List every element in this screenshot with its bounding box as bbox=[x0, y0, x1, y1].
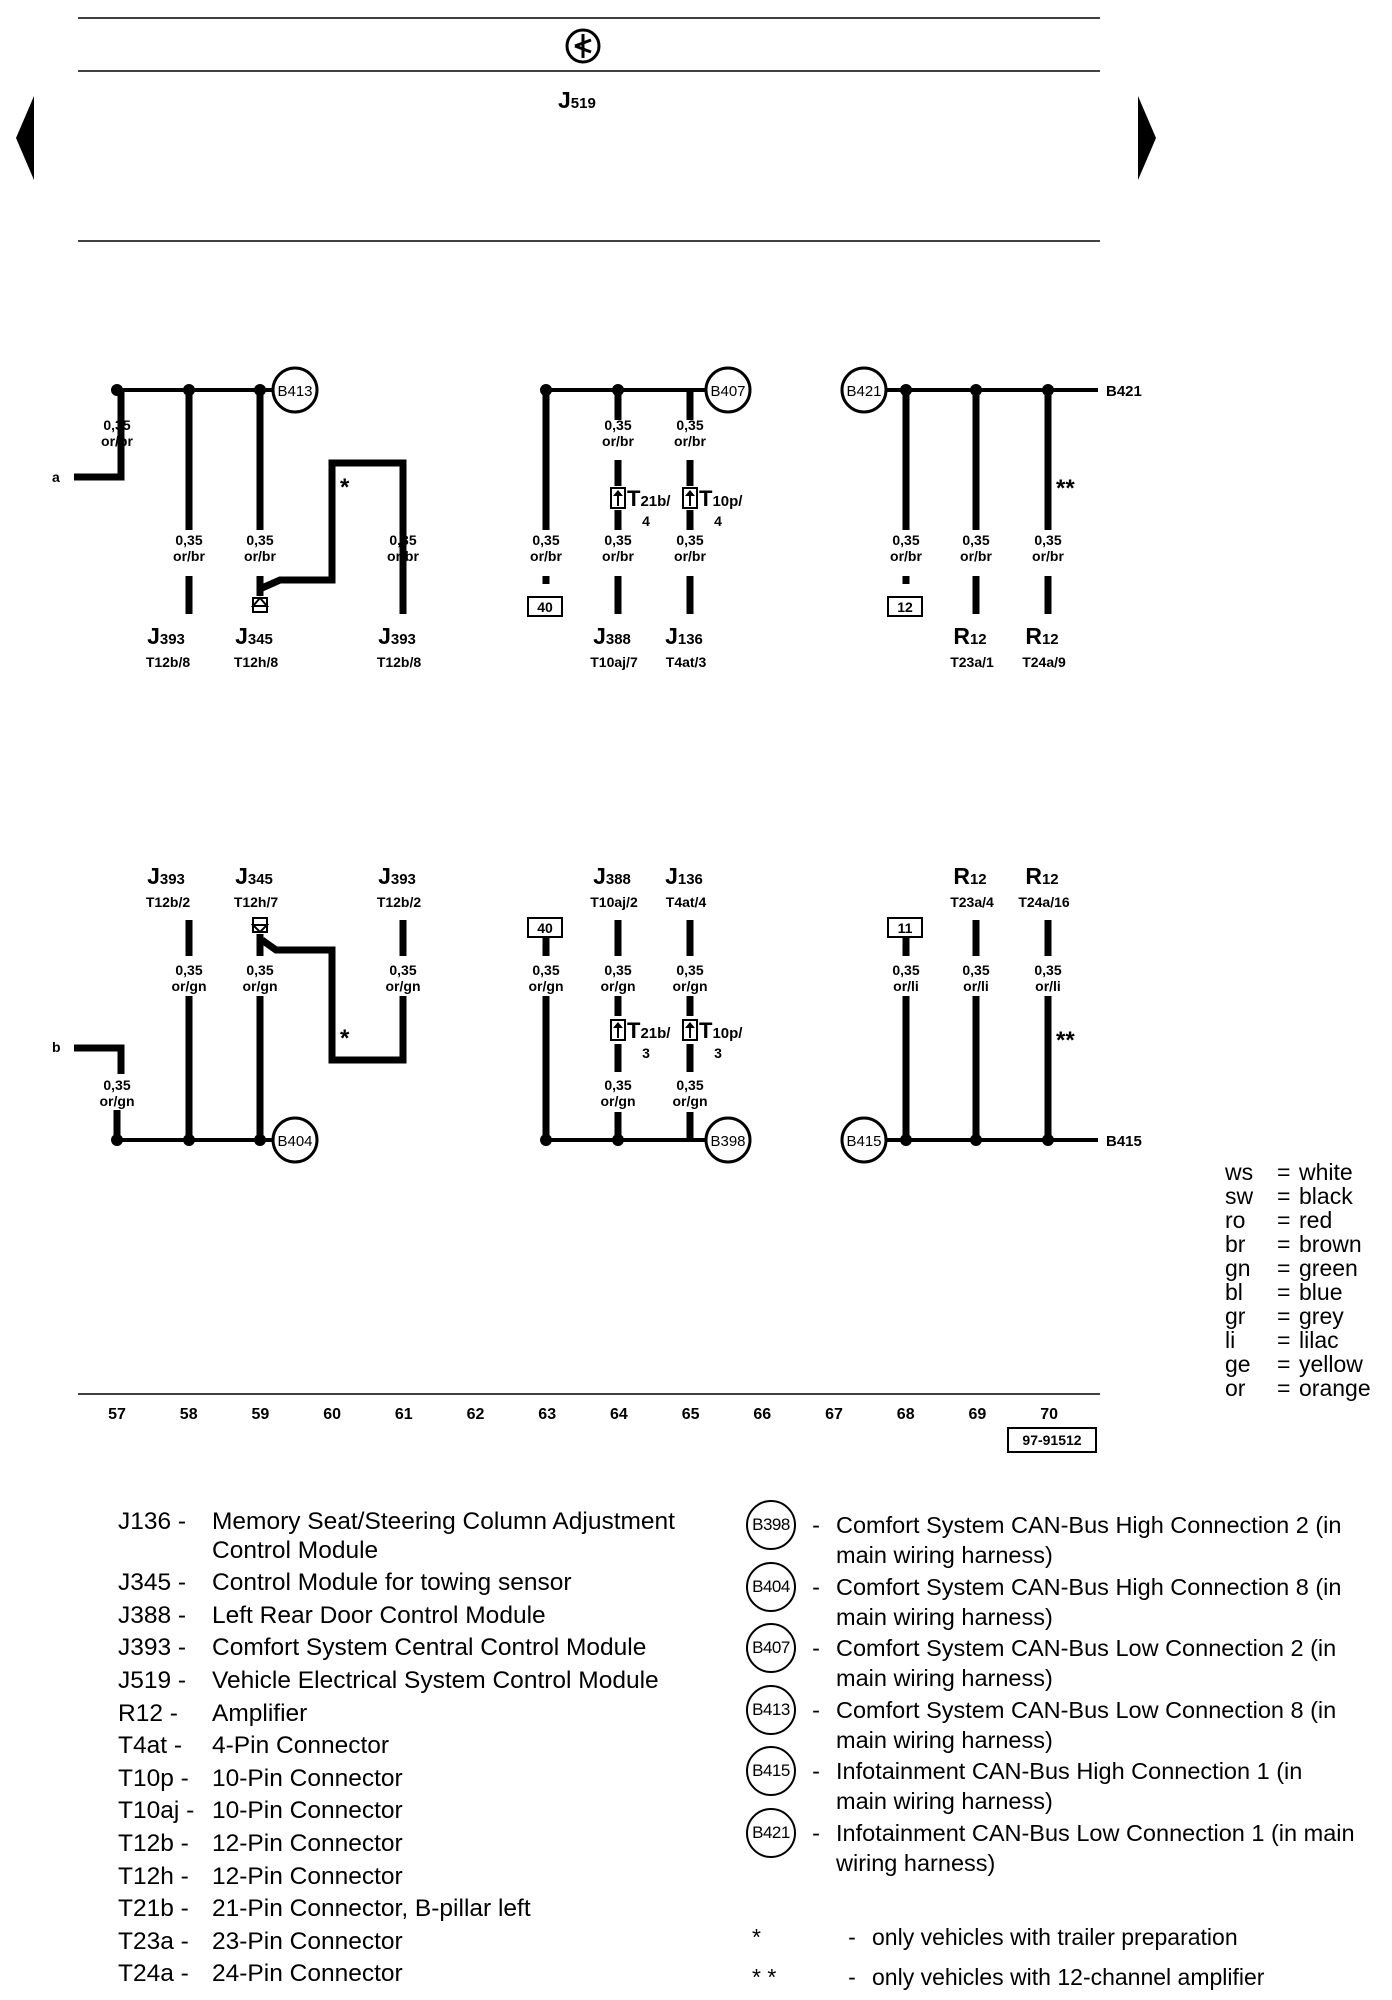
wire-color-label: or/br bbox=[674, 433, 706, 449]
track-number: 66 bbox=[753, 1406, 772, 1423]
wire-color-label: or/br bbox=[101, 433, 133, 449]
connection-dash: - bbox=[812, 1696, 820, 1723]
component-description-cont: Control Module bbox=[212, 1536, 379, 1564]
component-code: T10aj - bbox=[118, 1797, 195, 1825]
wire-size-label: 0,35 bbox=[532, 962, 560, 978]
component-list-item bbox=[118, 1567, 675, 1600]
svg-text:B404: B404 bbox=[277, 1133, 313, 1150]
wire-size-label: 0,35 bbox=[103, 417, 131, 433]
component-code: T12h - bbox=[118, 1862, 189, 1890]
component-label: R12 bbox=[1025, 623, 1059, 649]
component-label: J345 bbox=[235, 623, 273, 649]
component-labels bbox=[146, 623, 1070, 910]
component-pin: T4at/4 bbox=[665, 894, 707, 910]
component-label: J388 bbox=[593, 863, 631, 889]
component-label: R12 bbox=[953, 623, 987, 649]
wire-color-label: or/gn bbox=[672, 1093, 708, 1109]
component-pin: T12b/8 bbox=[145, 654, 191, 670]
connection-list-item bbox=[746, 1623, 1366, 1693]
bus-node-B413 bbox=[273, 368, 317, 412]
color-legend-code: or bbox=[1225, 1375, 1246, 1401]
marker-trailer-bottom: * bbox=[340, 1025, 350, 1052]
color-legend-name: white bbox=[1299, 1159, 1353, 1185]
wire-size-label: 0,35 bbox=[389, 532, 417, 548]
wire-size-label: 0,35 bbox=[676, 532, 704, 548]
box-11-bottom bbox=[888, 918, 922, 937]
box-40-bottom bbox=[528, 918, 562, 937]
bus-node-B407 bbox=[706, 368, 750, 412]
connection-node-icon: B421 bbox=[746, 1808, 796, 1858]
connector-pin: 4 bbox=[642, 513, 650, 529]
wire-size-label: 0,35 bbox=[1034, 962, 1062, 978]
bus-node-B421 bbox=[842, 368, 886, 412]
component-code: T24a - bbox=[118, 1960, 189, 1988]
connection-description: Comfort System CAN-Bus High Connection 2 (in main wiring harness) bbox=[836, 1512, 1342, 1568]
component-code: R12 - bbox=[118, 1699, 178, 1727]
wire-color-label: or/gn bbox=[600, 1093, 636, 1109]
svg-text:B407: B407 bbox=[710, 383, 746, 400]
component-pin: T24a/16 bbox=[1018, 894, 1070, 910]
component-pin: T10aj/7 bbox=[590, 654, 638, 670]
component-description: 10-Pin Connector bbox=[212, 1764, 403, 1792]
bus-end-label-B421: B421 bbox=[1106, 383, 1142, 400]
component-description: 24-Pin Connector bbox=[212, 1960, 403, 1988]
wire-size-label: 0,35 bbox=[962, 532, 990, 548]
component-description: Memory Seat/Steering Column Adjustment bbox=[212, 1508, 675, 1535]
wire-color-label: or/br bbox=[1032, 548, 1064, 564]
connection-node-icon: B404 bbox=[746, 1562, 796, 1612]
component-label: J136 bbox=[665, 863, 703, 889]
wire-size-label: 0,35 bbox=[676, 417, 704, 433]
color-legend-eq: = bbox=[1277, 1279, 1291, 1305]
component-pin: T12h/8 bbox=[233, 654, 279, 670]
side-label-a: a bbox=[52, 469, 60, 485]
box-40-top bbox=[528, 597, 562, 616]
component-description: 4-Pin Connector bbox=[212, 1732, 390, 1760]
component-pin: T10aj/2 bbox=[590, 894, 638, 910]
svg-text:B415: B415 bbox=[846, 1133, 882, 1150]
color-legend-eq: = bbox=[1277, 1159, 1291, 1185]
note-symbol: * bbox=[752, 1924, 761, 1950]
svg-text:12: 12 bbox=[897, 599, 913, 615]
component-list-item bbox=[118, 1763, 675, 1796]
module-label-J519: J519 bbox=[558, 87, 596, 113]
track-number: 68 bbox=[896, 1406, 915, 1423]
component-list-item bbox=[118, 1958, 675, 1991]
color-legend-name: blue bbox=[1299, 1279, 1343, 1305]
connection-description: Comfort System CAN-Bus Low Connection 8 (in main wiring harness) bbox=[836, 1696, 1337, 1753]
color-legend-row bbox=[1225, 1280, 1371, 1304]
component-pin: T23a/1 bbox=[950, 654, 994, 670]
connector-label: T21b/ bbox=[627, 1018, 671, 1043]
color-legend-code: gr bbox=[1225, 1303, 1246, 1329]
ground-icon bbox=[567, 30, 599, 62]
component-label: R12 bbox=[1025, 863, 1059, 889]
wire-size-label: 0,35 bbox=[175, 962, 203, 978]
wire-color-label: or/br bbox=[602, 548, 634, 564]
component-list bbox=[118, 1506, 675, 1991]
bus-node-B404 bbox=[273, 1118, 317, 1162]
color-legend-name: red bbox=[1299, 1207, 1333, 1233]
color-legend-row bbox=[1225, 1352, 1371, 1376]
component-list-item bbox=[118, 1893, 675, 1926]
color-legend-row bbox=[1225, 1304, 1371, 1328]
component-list-item bbox=[118, 1926, 675, 1959]
track-number: 67 bbox=[825, 1406, 843, 1423]
component-list-item bbox=[118, 1730, 675, 1763]
color-legend-code: li bbox=[1225, 1327, 1236, 1353]
wire-color-label: or/gn bbox=[242, 978, 278, 994]
track-number: 65 bbox=[681, 1406, 700, 1423]
marker-amplifier-top: ** bbox=[1056, 475, 1075, 502]
color-legend-eq: = bbox=[1277, 1303, 1291, 1329]
arrow-left-icon[interactable] bbox=[16, 96, 34, 180]
component-pin: T12b/2 bbox=[376, 894, 422, 910]
svg-text:B398: B398 bbox=[710, 1133, 746, 1150]
arrow-right-icon[interactable] bbox=[1138, 96, 1156, 180]
component-pin: T4at/3 bbox=[665, 654, 707, 670]
wire-size-label: 0,35 bbox=[1034, 532, 1062, 548]
color-legend-code: ws bbox=[1225, 1159, 1254, 1185]
bottom-circuit bbox=[52, 918, 1142, 1162]
component-description: 23-Pin Connector bbox=[212, 1927, 403, 1955]
connection-node-icon: B415 bbox=[746, 1746, 796, 1796]
component-list-item bbox=[118, 1828, 675, 1861]
wire-color-label: or/br bbox=[530, 548, 562, 564]
svg-text:97-91512: 97-91512 bbox=[1022, 1432, 1082, 1448]
component-code: J345 - bbox=[118, 1569, 187, 1597]
component-list-item bbox=[118, 1861, 675, 1894]
color-legend-eq: = bbox=[1277, 1231, 1291, 1257]
wire-size-label: 0,35 bbox=[962, 962, 990, 978]
color-legend-row bbox=[1225, 1256, 1371, 1280]
wire-size-label: 0,35 bbox=[892, 532, 920, 548]
component-label: J393 bbox=[378, 863, 416, 889]
connection-list-item bbox=[746, 1808, 1366, 1878]
wire-color-label: or/li bbox=[893, 978, 919, 994]
wire-color-label: or/gn bbox=[99, 1093, 135, 1109]
component-list-item bbox=[118, 1698, 675, 1731]
connector-icon bbox=[611, 488, 625, 508]
bus-node-B415 bbox=[842, 1118, 886, 1162]
color-legend bbox=[1225, 1160, 1371, 1400]
connector-icon bbox=[611, 1020, 625, 1040]
track-number: 70 bbox=[1040, 1406, 1058, 1423]
connection-node-icon: B398 bbox=[746, 1500, 796, 1550]
marker-amplifier-bottom: ** bbox=[1056, 1027, 1075, 1054]
wire-size-label: 0,35 bbox=[532, 532, 560, 548]
svg-text:B421: B421 bbox=[846, 383, 882, 400]
svg-text:40: 40 bbox=[537, 599, 553, 615]
wire-size-label: 0,35 bbox=[604, 532, 632, 548]
wire-color-label: or/br bbox=[960, 548, 992, 564]
color-legend-eq: = bbox=[1277, 1207, 1291, 1233]
component-description: Comfort System Central Control Module bbox=[212, 1634, 647, 1662]
component-label: R12 bbox=[953, 863, 987, 889]
connection-list-item bbox=[746, 1685, 1366, 1755]
component-pin: T12b/2 bbox=[145, 894, 191, 910]
component-label: J393 bbox=[147, 863, 185, 889]
connector-pin: 3 bbox=[714, 1045, 722, 1061]
note-dash: - bbox=[848, 1964, 856, 1990]
connection-dash: - bbox=[812, 1573, 820, 1600]
note-text: only vehicles with trailer preparation bbox=[872, 1924, 1238, 1950]
wire-color-label: or/br bbox=[890, 548, 922, 564]
component-code: T4at - bbox=[118, 1732, 182, 1760]
color-legend-code: gn bbox=[1225, 1255, 1251, 1281]
color-legend-eq: = bbox=[1277, 1255, 1291, 1281]
connector-icon bbox=[683, 488, 697, 508]
component-code: J393 - bbox=[118, 1634, 187, 1662]
color-legend-eq: = bbox=[1277, 1327, 1291, 1353]
track-numbers bbox=[108, 1406, 1058, 1423]
connection-node-icon: B413 bbox=[746, 1685, 796, 1735]
track-number: 59 bbox=[251, 1406, 270, 1423]
wire-size-label: 0,35 bbox=[103, 1077, 131, 1093]
color-legend-row bbox=[1225, 1232, 1371, 1256]
connector-label: T10p/ bbox=[699, 486, 743, 511]
component-description: Left Rear Door Control Module bbox=[212, 1601, 546, 1629]
color-legend-name: grey bbox=[1299, 1303, 1344, 1329]
color-legend-name: green bbox=[1299, 1255, 1358, 1281]
color-legend-row bbox=[1225, 1376, 1371, 1400]
connection-list-item bbox=[746, 1500, 1366, 1570]
bus-node-B398 bbox=[706, 1118, 750, 1162]
track-number: 62 bbox=[466, 1406, 485, 1423]
track-number: 69 bbox=[968, 1406, 987, 1423]
track-number: 64 bbox=[610, 1406, 628, 1423]
wire-size-label: 0,35 bbox=[246, 532, 274, 548]
color-legend-eq: = bbox=[1277, 1351, 1291, 1377]
component-label: J388 bbox=[593, 623, 631, 649]
component-description: 12-Pin Connector bbox=[212, 1862, 403, 1890]
component-pin: T23a/4 bbox=[950, 894, 994, 910]
wire-color-label: or/gn bbox=[600, 978, 636, 994]
figure-id-box bbox=[1008, 1428, 1096, 1452]
wire-size-label: 0,35 bbox=[604, 417, 632, 433]
connector-label: T21b/ bbox=[627, 486, 671, 511]
component-pin: T24a/9 bbox=[1022, 654, 1066, 670]
connector-label: T10p/ bbox=[699, 1018, 743, 1043]
component-description: Control Module for towing sensor bbox=[212, 1569, 572, 1597]
svg-text:11: 11 bbox=[897, 920, 913, 936]
wire-color-label: or/br bbox=[173, 548, 205, 564]
color-legend-eq: = bbox=[1277, 1375, 1291, 1401]
connection-dash: - bbox=[812, 1512, 820, 1538]
component-code: J136 - bbox=[118, 1508, 187, 1535]
connection-list-item bbox=[746, 1562, 1366, 1632]
wire-color-label: or/br bbox=[602, 433, 634, 449]
connection-list-item bbox=[746, 1746, 1366, 1816]
component-list-item bbox=[118, 1506, 675, 1539]
color-legend-name: lilac bbox=[1299, 1327, 1339, 1353]
wire-color-label: or/br bbox=[244, 548, 276, 564]
connection-description: Infotainment CAN-Bus High Connection 1 (in main wiring harness) bbox=[836, 1758, 1303, 1814]
wire-color-label: or/li bbox=[1035, 978, 1061, 994]
wire-labels bbox=[100, 417, 1065, 1109]
wire-color-label: or/br bbox=[674, 548, 706, 564]
color-legend-row bbox=[1225, 1328, 1371, 1352]
connection-description: Comfort System CAN-Bus High Connection 8 (in main wiring harness) bbox=[836, 1573, 1342, 1630]
component-label: J136 bbox=[665, 623, 703, 649]
color-legend-name: black bbox=[1299, 1183, 1353, 1209]
track-number: 58 bbox=[179, 1406, 198, 1423]
color-legend-code: ro bbox=[1225, 1207, 1246, 1233]
color-legend-row bbox=[1225, 1208, 1371, 1232]
component-label: J345 bbox=[235, 863, 273, 889]
connection-dash: - bbox=[812, 1758, 820, 1784]
marker-trailer-top: * bbox=[340, 474, 350, 501]
component-pin: T12h/7 bbox=[233, 894, 279, 910]
side-label-b: b bbox=[52, 1039, 61, 1055]
wire-size-label: 0,35 bbox=[892, 962, 920, 978]
component-code: T21b - bbox=[118, 1895, 189, 1923]
color-legend-row bbox=[1225, 1184, 1371, 1208]
wire-color-label: or/gn bbox=[528, 978, 564, 994]
color-legend-eq: = bbox=[1277, 1183, 1291, 1209]
bus-end-label-B415: B415 bbox=[1106, 1133, 1142, 1150]
component-list-item bbox=[118, 1600, 675, 1633]
color-legend-code: sw bbox=[1225, 1183, 1254, 1209]
component-list-item bbox=[118, 1632, 675, 1665]
color-legend-name: yellow bbox=[1299, 1351, 1363, 1377]
top-circuit bbox=[52, 368, 1142, 616]
wire-size-label: 0,35 bbox=[389, 962, 417, 978]
wire-color-label: or/li bbox=[963, 978, 989, 994]
color-legend-name: orange bbox=[1299, 1375, 1371, 1401]
color-legend-name: brown bbox=[1299, 1231, 1362, 1257]
connector-pin: 3 bbox=[642, 1045, 650, 1061]
component-code: T12b - bbox=[118, 1829, 189, 1857]
note-row bbox=[752, 1924, 1238, 1951]
wire-size-label: 0,35 bbox=[676, 1077, 704, 1093]
note-text: only vehicles with 12-channel amplifier bbox=[872, 1964, 1265, 1990]
wire-color-label: or/gn bbox=[385, 978, 421, 994]
wire-color-label: or/gn bbox=[672, 978, 708, 994]
color-legend-row bbox=[1225, 1160, 1371, 1184]
connection-node-icon: B407 bbox=[746, 1623, 796, 1673]
wire-size-label: 0,35 bbox=[246, 962, 274, 978]
connector-pin: 4 bbox=[714, 513, 722, 529]
component-description: 10-Pin Connector bbox=[212, 1797, 403, 1825]
wire-color-label: or/gn bbox=[171, 978, 207, 994]
component-label: J393 bbox=[378, 623, 416, 649]
color-legend-code: bl bbox=[1225, 1279, 1243, 1305]
track-number: 60 bbox=[323, 1406, 341, 1423]
component-description: Amplifier bbox=[212, 1699, 308, 1727]
component-code: T23a - bbox=[118, 1927, 189, 1955]
connection-dash: - bbox=[812, 1819, 820, 1846]
connection-description: Infotainment CAN-Bus Low Connection 1 (in main wiring harness) bbox=[836, 1819, 1355, 1876]
wire-size-label: 0,35 bbox=[175, 532, 203, 548]
connection-description: Comfort System CAN-Bus Low Connection 2 (in main wiring harness) bbox=[836, 1635, 1337, 1691]
wire-size-label: 0,35 bbox=[604, 1077, 632, 1093]
wire-color-label: or/br bbox=[387, 548, 419, 564]
color-legend-code: ge bbox=[1225, 1351, 1251, 1377]
wire-size-label: 0,35 bbox=[676, 962, 704, 978]
component-pin: T12b/8 bbox=[376, 654, 422, 670]
component-list-item bbox=[118, 1665, 675, 1698]
wire-size-label: 0,35 bbox=[604, 962, 632, 978]
connection-dash: - bbox=[812, 1635, 820, 1661]
svg-text:B413: B413 bbox=[277, 383, 313, 400]
component-code: J388 - bbox=[118, 1601, 187, 1629]
component-code: J519 - bbox=[118, 1666, 187, 1694]
component-description: Vehicle Electrical System Control Module bbox=[212, 1666, 659, 1694]
note-row bbox=[752, 1964, 1264, 1991]
component-code: T10p - bbox=[118, 1764, 189, 1792]
note-dash: - bbox=[848, 1924, 856, 1950]
track-number: 63 bbox=[538, 1406, 557, 1423]
component-list-item bbox=[118, 1795, 675, 1828]
component-description: 21-Pin Connector, B-pillar left bbox=[212, 1895, 531, 1923]
connector-icon bbox=[683, 1020, 697, 1040]
note-symbol: * * bbox=[752, 1964, 777, 1990]
box-12-top bbox=[888, 597, 922, 616]
color-legend-code: br bbox=[1225, 1231, 1246, 1257]
track-number: 57 bbox=[108, 1406, 126, 1423]
component-label: J393 bbox=[147, 623, 185, 649]
svg-text:40: 40 bbox=[537, 920, 553, 936]
track-number: 61 bbox=[394, 1406, 413, 1423]
component-description: 12-Pin Connector bbox=[212, 1829, 403, 1857]
